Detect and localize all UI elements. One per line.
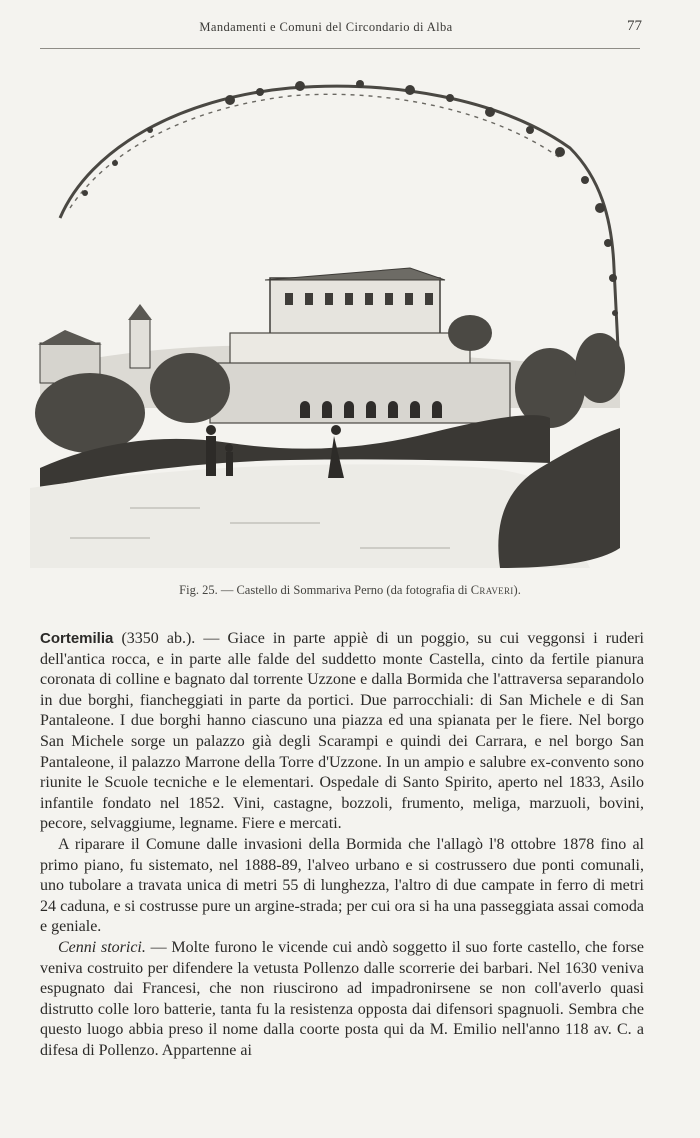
paragraph-cortemilia (40, 629, 644, 835)
caption-credit: Craveri (470, 583, 514, 597)
paragraph-text: — Molte furono le vicende cui andò soggetto il suo forte castello, che forse veniva costruito per difendere la vetusta Pollenzo dalle scorrerie dei barbari. Nel 1630 veniva espugnato dai Francesi, che non riuscirono ad impadronirsene se non coll'averlo quasi distrutto colle loro batterie, tanta fu la resistenza opposta dai difensori spagnuoli. Sembra che questo luogo abbia preso il nome dalla coorte posta qui da M. Emilio nell'anno 118 av. C. a difesa di Pollenzo. Appartenne ai (40, 938, 644, 1059)
running-title: Mandamenti e Comuni del Circondario di Alba (199, 20, 453, 34)
caption-text: Fig. 25. — Castello di Sommariva Perno (da fotografia di (179, 583, 471, 597)
header-rule (40, 48, 640, 49)
paragraph-cenni-storici (40, 938, 644, 1062)
page-number: 77 (627, 18, 642, 34)
running-head (0, 20, 700, 42)
caption-suffix: ). (513, 583, 521, 597)
figure-caption (0, 583, 700, 598)
section-heading: Cenni storici. (58, 938, 146, 956)
place-name-heading: Cortemilia (40, 630, 114, 647)
paragraph-text: (3350 ab.). — Giace in parte appiè di un poggio, su cui veggonsi i ruderi dell'antica rocca, e in parte alle falde del suddetto monte Castella, cinto da fertile pianura coronata di colline e bagnato dal torrente Uzzone e dalla Bormida che l'attraversa separandolo in due borghi, fiancheggiati in parte da portici. Due parrocchiali: di San Michele e di San Pantaleone. I due borghi hanno ciascuno una piazza ed una spianata per le fiere. Nel borgo San Michele sorge un palazzo già degli Scarampi e quindi dei Carrara, e nel borgo San Pantaleone, il palazzo Marrone della Torre d'Uzzone. In un ampio e salubre ex-convento sono riunite le Scuole tecniche e le elementari. Ospedale di Santo Spirito, aperto nel 1833, Asilo infantile fondato nel 1852. Vini, castagne, bozzoli, frumento, meliga, marzuoli, bovini, pecore, selvaggiume, legname. Fiere e mercati. (40, 630, 644, 833)
paragraph-text: A riparare il Comune dalle invasioni della Bormida che l'allagò l'8 ottobre 1878 fino al primo piano, fu sistemato, nel 1888-89, l'alveo urbano e si costrussero due ponti comunali, uno tubolare a travata unica di metri 55 di lunghezza, l'altro di due campate in ferro di metri 24 caduna, e si costrusse pure un argine-strada; per cui ora si ha una passeggiata assai comoda e geniale. (40, 835, 644, 936)
paragraph-bormida (40, 835, 644, 938)
castle-engraving (30, 68, 630, 568)
body-text (40, 629, 644, 1061)
